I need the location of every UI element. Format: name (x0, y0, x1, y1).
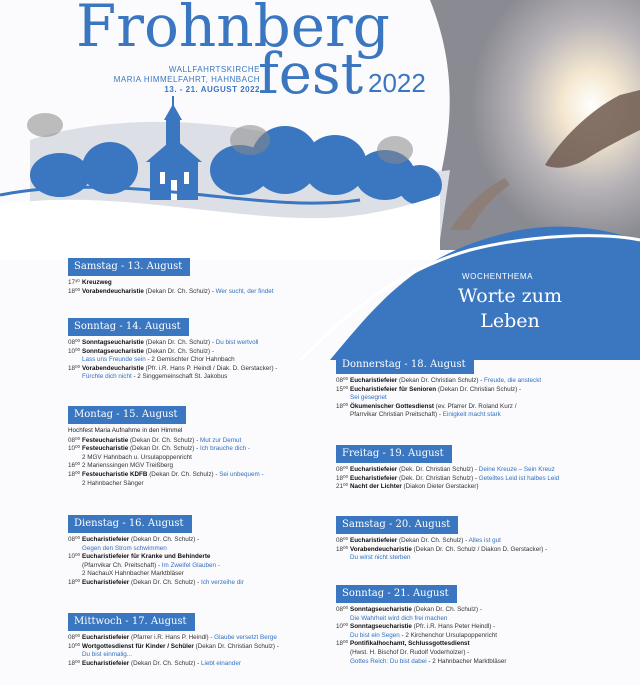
event-text (350, 606, 611, 615)
event-title: Eucharistiefeier (350, 537, 398, 544)
event-motto: Im Zweifel Glauben - (161, 561, 220, 569)
event-motto: Du bist ein Segen (350, 631, 400, 639)
event-extra: - 2 Kirchenchor Ursulapoppenricht (399, 631, 498, 639)
day-block (68, 611, 328, 668)
event-row (336, 640, 611, 649)
event-time: 16⁰⁰ (68, 462, 81, 470)
event-time: 18⁰⁰ (336, 545, 349, 553)
event-extra: - 2 Gemischter Chor Hahnbach (145, 356, 235, 364)
day-heading: Dienstag - 16. August (68, 515, 192, 533)
event-title: Vorabendeucharistie (350, 545, 412, 553)
event-text (350, 554, 611, 563)
event-detail: 2 NachauX Hahnbacher Marktbläser (82, 570, 184, 578)
event-detail: 2 Marienssingen MGV Treißberg (82, 462, 173, 470)
event-detail: (Dekan Dr. Ch. Schulz / Diakon D. Gerstacker) - (413, 545, 548, 553)
event-time: 10⁰⁰ (68, 553, 81, 561)
event-time (68, 454, 82, 463)
event-text (350, 615, 611, 624)
event-title: Vorabendeucharistie (82, 364, 144, 372)
event-row (68, 480, 328, 489)
event-row (68, 545, 328, 554)
event-time (68, 480, 82, 489)
event-row (68, 454, 328, 463)
event-row (68, 339, 328, 348)
event-row (336, 632, 611, 641)
event-text (350, 377, 611, 386)
event-text (350, 394, 611, 403)
event-motto: Mut zur Demut (199, 436, 242, 444)
event-row (336, 466, 611, 475)
event-time (68, 570, 82, 579)
event-row (336, 386, 611, 395)
event-time: 18⁰⁰ (336, 474, 349, 482)
event-detail: (ev. Pfarrer Dr. Roland Kurz / (435, 402, 517, 410)
day-heading: Sonntag - 14. August (68, 318, 189, 336)
event-row (68, 279, 328, 288)
event-title: Sonntagseucharistie (350, 623, 412, 631)
event-title: Eucharistiefeier für Senioren (350, 385, 437, 393)
day-block (336, 354, 611, 420)
event-row (68, 445, 328, 454)
theme-title (430, 284, 590, 334)
event-row (336, 394, 611, 403)
day-block (336, 583, 611, 666)
event-detail: (Dek. Dr. Christian Schulz) - (399, 466, 478, 473)
event-row (68, 643, 328, 652)
event-title: Eucharistiefeier (82, 536, 130, 543)
event-detail: (Dekan Dr. Ch. Schulz) - (131, 659, 200, 667)
event-detail: 2 MGV Hahnbach u. Ursulapoppenricht (82, 453, 192, 461)
subtitle-dates: 13. - 21. AUGUST 2022 (164, 85, 260, 94)
event-detail: (Dekan Dr. Christian Schulz) - (399, 377, 483, 384)
event-time (68, 373, 82, 382)
event-title: Sonntagseucharistie (82, 347, 144, 355)
event-title: Eucharistiefeier für Kranke und Behinderte (82, 553, 211, 561)
event-text (350, 537, 611, 546)
event-time (336, 649, 350, 658)
event-time: 15⁰⁰ (336, 385, 349, 393)
event-time: 08⁰⁰ (68, 436, 81, 444)
event-list (68, 634, 328, 668)
event-text (350, 475, 611, 484)
event-detail: (Pfarrer i.R. Hans P. Heindl) - (131, 634, 213, 641)
event-list (336, 537, 611, 563)
event-text (82, 660, 328, 669)
event-time: 18⁰⁰ (336, 402, 349, 410)
event-text (350, 386, 611, 395)
event-text (350, 403, 611, 412)
event-title: Ökumenischer Gottesdienst (350, 402, 434, 410)
event-title: Eucharistiefeier (82, 578, 130, 586)
day-block (68, 256, 328, 296)
event-motto: Ich verzeihe dir (201, 578, 244, 586)
theme-title-line2: Leben (480, 310, 540, 332)
event-time: 08⁰⁰ (336, 606, 349, 613)
event-text (350, 658, 611, 667)
event-time: 18⁰⁰ (68, 364, 81, 372)
day-heading: Freitag - 19. August (336, 445, 452, 463)
title-fest: fest (258, 42, 364, 107)
event-time (336, 554, 350, 563)
event-title: Eucharistiefeier (82, 634, 130, 641)
event-time (68, 545, 82, 554)
event-text (350, 632, 611, 641)
day-block (336, 514, 611, 563)
event-motto: Du bist wertvoll (215, 339, 259, 346)
event-title: Eucharistiefeier (350, 377, 398, 384)
day-heading: Samstag - 13. August (68, 258, 190, 276)
event-motto: Alles ist gut (468, 537, 501, 544)
feast-note: Hochfest Maria Aufnahme in den Himmel (68, 427, 183, 434)
event-time: 18⁰⁰ (68, 287, 81, 295)
event-motto: Einigkeit macht stark (442, 411, 501, 419)
event-row (336, 606, 611, 615)
event-text (350, 411, 611, 420)
event-title: Nacht der Lichter (350, 483, 402, 491)
event-detail: (Dekan Dr. Ch. Schulz) - (131, 578, 200, 586)
event-text (350, 623, 611, 632)
event-time: 08⁰⁰ (336, 537, 349, 544)
event-list (68, 279, 328, 296)
event-time: 08⁰⁰ (336, 377, 349, 384)
event-detail: (Dekan Dr. Ch. Schulz) - (149, 470, 218, 478)
event-text (82, 356, 328, 365)
event-list (68, 427, 328, 488)
event-row (336, 615, 611, 624)
event-time (336, 658, 350, 667)
event-detail: (Dekan Dr. Ch. Schulz) - (129, 436, 199, 444)
event-time (336, 411, 350, 420)
event-motto: Fürchte dich nicht (82, 373, 132, 381)
title-year: 2022 (368, 68, 426, 98)
event-detail: (Dekan Dr. Ch. Schulz) - (145, 339, 214, 346)
event-time (336, 394, 350, 403)
event-list (336, 377, 611, 420)
event-time: 08⁰⁰ (68, 536, 81, 543)
event-motto: Ich brauche dich - (199, 445, 251, 453)
event-text (82, 454, 328, 463)
event-detail: (Dekan Dr. Ch. Schulz) - (145, 347, 214, 355)
event-title: Festeucharistie (82, 436, 129, 444)
event-row (336, 411, 611, 420)
event-row (336, 537, 611, 546)
event-text (82, 480, 328, 489)
event-time (68, 651, 82, 660)
event-text (82, 579, 328, 588)
event-title: Wortgottesdienst für Kinder / Schüler (82, 642, 194, 650)
day-heading: Mittwoch - 17. August (68, 613, 195, 631)
theme-title-line1: Worte zum (458, 285, 562, 307)
event-row (68, 651, 328, 660)
event-detail: (Pfr. i.R. Hans P. Heindl / Diak. D. Gerstacker) - (145, 364, 278, 372)
event-time: 18⁰⁰ (68, 470, 81, 478)
event-text (82, 279, 328, 288)
event-title: Festeucharistie (82, 445, 129, 453)
event-detail: (Diakon Dieter Gerstacker) (403, 483, 479, 491)
event-motto: Wer sucht, der findet (215, 287, 274, 295)
event-row (68, 562, 328, 571)
day-block (336, 443, 611, 492)
event-detail: (Pfarrvikar Ch. Preitschaft) - (82, 561, 161, 569)
event-row (68, 634, 328, 643)
event-time (68, 562, 82, 571)
event-row (336, 475, 611, 484)
event-list (336, 606, 611, 666)
event-text (82, 348, 328, 357)
event-title: Pontifikalhochamt, Schlussgottesdienst (350, 640, 470, 648)
event-list (68, 339, 328, 382)
event-motto: Freude, die ansteckt (484, 377, 542, 384)
event-text (82, 570, 328, 579)
event-detail: (Dekan Dr. Ch. Schulz) - (131, 536, 200, 543)
event-row (68, 348, 328, 357)
event-text (350, 466, 611, 475)
theme-label: WOCHENTHEMA (462, 272, 534, 281)
event-text (82, 643, 328, 652)
event-row (68, 437, 328, 446)
event-text (82, 445, 328, 454)
event-motto: Gottes Reich: Du bist dabei (350, 657, 427, 665)
event-motto: Die Wahrheit wird dich frei machen (350, 614, 448, 622)
event-text (82, 437, 328, 446)
event-detail: Pfarrvikar Christian Preitschaft) - (350, 411, 441, 419)
event-time: 21⁰⁰ (336, 483, 349, 491)
event-row (68, 579, 328, 588)
event-text (82, 365, 328, 374)
event-time: 18⁰⁰ (68, 659, 81, 667)
event-motto: Gegen den Strom schwimmen (82, 544, 167, 552)
day-heading: Samstag - 20. August (336, 516, 458, 534)
subtitle-location: MARIA HIMMELFAHRT, HAHNBACH (113, 75, 260, 84)
day-heading: Sonntag - 21. August (336, 585, 457, 603)
event-detail: 2 Hahnbacher Sänger (82, 479, 144, 487)
event-title: Vorabendeucharistie (82, 287, 144, 295)
event-detail: (Dekan Dr. Christian Schulz) - (437, 385, 522, 393)
event-row (68, 471, 328, 480)
event-text (82, 462, 328, 471)
event-time (336, 615, 350, 624)
event-time: 18⁰⁰ (336, 640, 349, 648)
event-text (82, 339, 328, 348)
event-detail: (Dek. Dr. Christian Schulz) - (399, 474, 478, 482)
event-text (350, 649, 611, 658)
event-text (82, 471, 328, 480)
event-detail: (Dekan Dr. Ch. Schulz) - (413, 606, 482, 613)
event-row (336, 649, 611, 658)
day-block (68, 513, 328, 588)
event-row (336, 554, 611, 563)
day-heading: Donnerstag - 18. August (336, 356, 474, 374)
event-motto: Sei gesegnet (350, 394, 387, 402)
event-row (68, 660, 328, 669)
event-extra: - 2 Hahnbacher Marktbläser (426, 657, 507, 665)
subtitle-church: WALLFAHRTSKIRCHE (168, 65, 260, 74)
event-row (336, 546, 611, 555)
event-row (68, 356, 328, 365)
event-row (336, 658, 611, 667)
event-row (336, 403, 611, 412)
event-detail: (Pfr. i.R. Hans Peter Heindl) - (413, 623, 496, 631)
title-frohnberg: Frohnberg (76, 0, 390, 60)
event-row (68, 553, 328, 562)
event-title: Eucharistiefeier (350, 474, 398, 482)
event-title: Sonntagseucharistie (82, 339, 144, 346)
event-time: 08⁰⁰ (68, 634, 81, 641)
event-row (68, 570, 328, 579)
event-title: Festeucharistie KDFB (82, 470, 148, 478)
event-time: 08⁰⁰ (336, 466, 349, 473)
event-list (336, 466, 611, 492)
event-motto: Glaube versetzt Berge (214, 634, 277, 641)
event-text (82, 562, 328, 571)
event-motto: Liebt einander (201, 659, 241, 667)
event-time: 17³⁰ (68, 279, 80, 286)
event-text (82, 373, 328, 382)
event-list (68, 536, 328, 588)
day-heading: Montag - 15. August (68, 406, 186, 424)
event-text (82, 288, 328, 297)
event-detail: (Dekan Dr. Ch. Schulz) - (399, 537, 468, 544)
event-detail: (Dekan Dr. Ch. Schulz) - (145, 287, 214, 295)
event-row (68, 373, 328, 382)
event-text (82, 536, 328, 545)
event-text (350, 483, 611, 492)
event-row (68, 365, 328, 374)
event-text (82, 634, 328, 643)
event-motto: Du wirst nicht sterben (350, 554, 411, 562)
event-row (68, 536, 328, 545)
event-time: 18⁰⁰ (68, 578, 81, 586)
event-time: 10⁰⁰ (68, 642, 81, 650)
event-motto: Lass uns Freunde sein (82, 356, 146, 364)
event-row (336, 623, 611, 632)
day-block (68, 404, 328, 488)
event-row (68, 288, 328, 297)
event-time: 10⁰⁰ (68, 347, 81, 355)
event-time (68, 356, 82, 365)
event-time: 10⁰⁰ (336, 623, 349, 631)
day-block (68, 316, 328, 382)
event-motto: Du bist einmalig... (82, 651, 133, 659)
event-text (82, 545, 328, 554)
event-text (350, 546, 611, 555)
event-motto: Deine Kreuze – Sein Kreuz (478, 466, 555, 473)
event-detail: (Hwst. H. Bischof Dr. Rudolf Voderholzer) - (350, 648, 470, 656)
event-extra: - 2 Singgemeinschaft St. Jakobus (131, 373, 228, 381)
event-row (68, 462, 328, 471)
event-detail: (Dekan Dr. Christian Schulz) - (195, 642, 279, 650)
event-time: 08⁰⁰ (68, 339, 81, 346)
event-motto: Sei unbequem - (219, 470, 264, 478)
event-motto: Geteiltes Leid ist halbes Leid (478, 474, 560, 482)
event-title: Sonntagseucharistie (350, 606, 412, 613)
event-time (336, 632, 350, 641)
event-text (82, 553, 328, 562)
event-title: Kreuzweg (82, 279, 112, 286)
event-title: Eucharistiefeier (82, 659, 130, 667)
event-row (336, 377, 611, 386)
event-text (350, 640, 611, 649)
event-detail: (Dekan Dr. Ch. Schulz) - (129, 445, 199, 453)
event-text (82, 651, 328, 660)
event-title: Eucharistiefeier (350, 466, 398, 473)
event-time: 10⁰⁰ (68, 445, 81, 453)
event-row (336, 483, 611, 492)
